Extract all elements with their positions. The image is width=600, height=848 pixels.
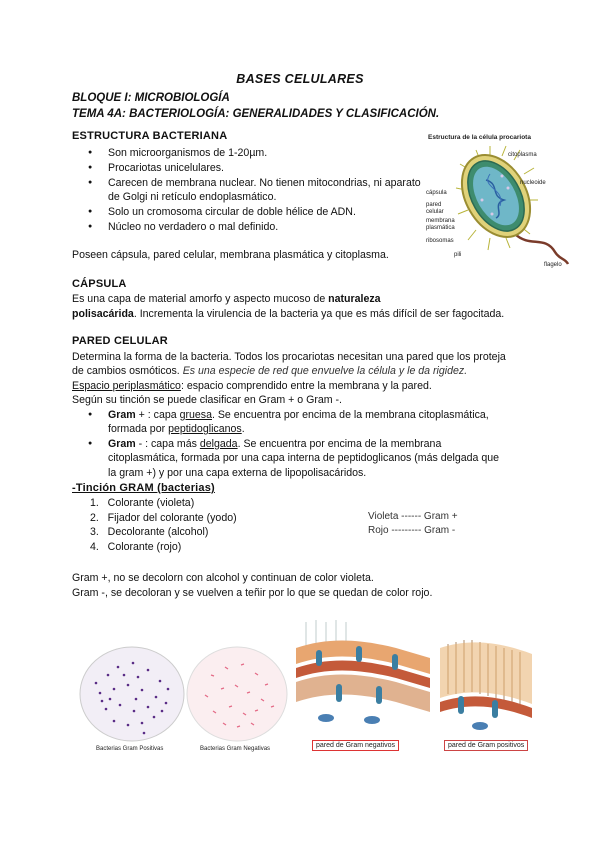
gram-neg-bullet: ● Gram - : capa más delgada. Se encuentra por encima de la membrana [88, 437, 441, 451]
label-capsula: cápsula [426, 190, 447, 196]
capsula-line2: polisacárida. Incrementa la virulencia de la bacteria ya que es más difícil de ser fagocitada. [72, 308, 505, 320]
estructura-summary: Poseen cápsula, pared celular, membrana plasmática y citoplasma. [72, 249, 389, 261]
step-2: 2. Fijador del colorante (yodo) [90, 512, 237, 524]
gram-negative-wall-diagram [296, 618, 430, 736]
label-pili: pili [454, 252, 462, 258]
step-4: 4. Colorante (rojo) [90, 541, 182, 553]
capsula-heading: CÁPSULA [72, 278, 127, 290]
tincion-heading: -Tinción GRAM (bacterias) [72, 482, 215, 494]
gram-pos-bullet: ● Gram + : capa gruesa. Se encuentra por encima de la membrana citoplasmática, [88, 408, 489, 422]
pared-p4: Según su tinción se puede clasificar en Gram + o Gram -. [72, 394, 342, 406]
bullet-3: ● Carecen de membrana nuclear. No tienen mitocondrias, ni aparato [88, 176, 421, 190]
topic-heading: TEMA 4A: BACTERIOLOGÍA: GENERALIDADES Y CLASIFICACIÓN. [72, 108, 440, 120]
label-ribosomas: ribosomas [426, 238, 454, 244]
bacterium-illustration [420, 130, 570, 270]
pared-heading: PARED CELULAR [72, 335, 168, 347]
label-citoplasma: citoplasma [508, 152, 537, 158]
box-gram-negative-wall: pared de Gram negativos [312, 740, 399, 751]
step-3: 3. Decolorante (alcohol) [90, 526, 209, 538]
step-1: 1. Colorante (violeta) [90, 497, 195, 509]
gram-positive-micrograph [78, 645, 186, 743]
bullet-3-cont: de Golgi ni retículo endoplasmático. [108, 191, 277, 203]
label-flagelo: flagelo [544, 262, 562, 268]
gram-note-2: Gram -, se decoloran y se vuelven a teñir por lo que se quedan de color rojo. [72, 587, 433, 599]
caption-gram-positive: Bacterias Gram Positivas [96, 746, 164, 752]
estructura-heading: ESTRUCTURA BACTERIANA [72, 130, 228, 142]
caption-gram-negative: Bacterias Gram Negativas [200, 746, 271, 752]
legend-violeta: Violeta ------ Gram + [368, 511, 458, 522]
gram-neg-cont2: la gram +) y por una capa externa de lipopolisacáridos. [108, 467, 367, 479]
prokaryote-figure [420, 130, 570, 270]
block-heading: BLOQUE I: MICROBIOLOGÍA [72, 92, 230, 104]
legend-rojo: Rojo --------- Gram - [368, 525, 456, 536]
doc-title: BASES CELULARES [236, 72, 364, 86]
gram-negative-micrograph [185, 645, 289, 743]
bullet-4: ● Solo un cromosoma circular de doble hélice de ADN. [88, 205, 356, 219]
gram-pos-cont: formada por peptidoglicanos. [108, 423, 245, 435]
gram-note-1: Gram +, no se decolorn con alcohol y continuan de color violeta. [72, 572, 374, 584]
label-pared: pared celular [426, 202, 444, 215]
pared-p2: de cambios osmóticos. Es una especie de red que envuelve la célula y le da rigidez. [72, 365, 468, 377]
label-nucleoide: nucleoide [520, 180, 546, 186]
bullet-2: ● Procariotas unicelulares. [88, 161, 224, 175]
capsula-line1: Es una capa de material amorfo y aspecto mucoso de naturaleza [72, 293, 381, 305]
gram-positive-wall-diagram [440, 624, 532, 736]
bullet-1: ● Son microorganismos de 1-20µm. [88, 146, 267, 160]
pared-p3: Espacio periplasmático: espacio comprendido entre la membrana y la pared. [72, 380, 432, 392]
pared-p1: Determina la forma de la bacteria. Todos los procariotas necesitan una pared que los proteja [72, 351, 506, 363]
figure-title: Estructura de la célula procariota [428, 134, 531, 141]
bullet-5: ● Núcleo no verdadero o mal definido. [88, 220, 278, 234]
label-membrana: membrana plasmática [426, 218, 455, 231]
gram-neg-cont1: citoplasmática, formada por una capa interna de peptidoglicanos (más delgada que [108, 452, 500, 464]
box-gram-positive-wall: pared de Gram positivos [444, 740, 528, 751]
